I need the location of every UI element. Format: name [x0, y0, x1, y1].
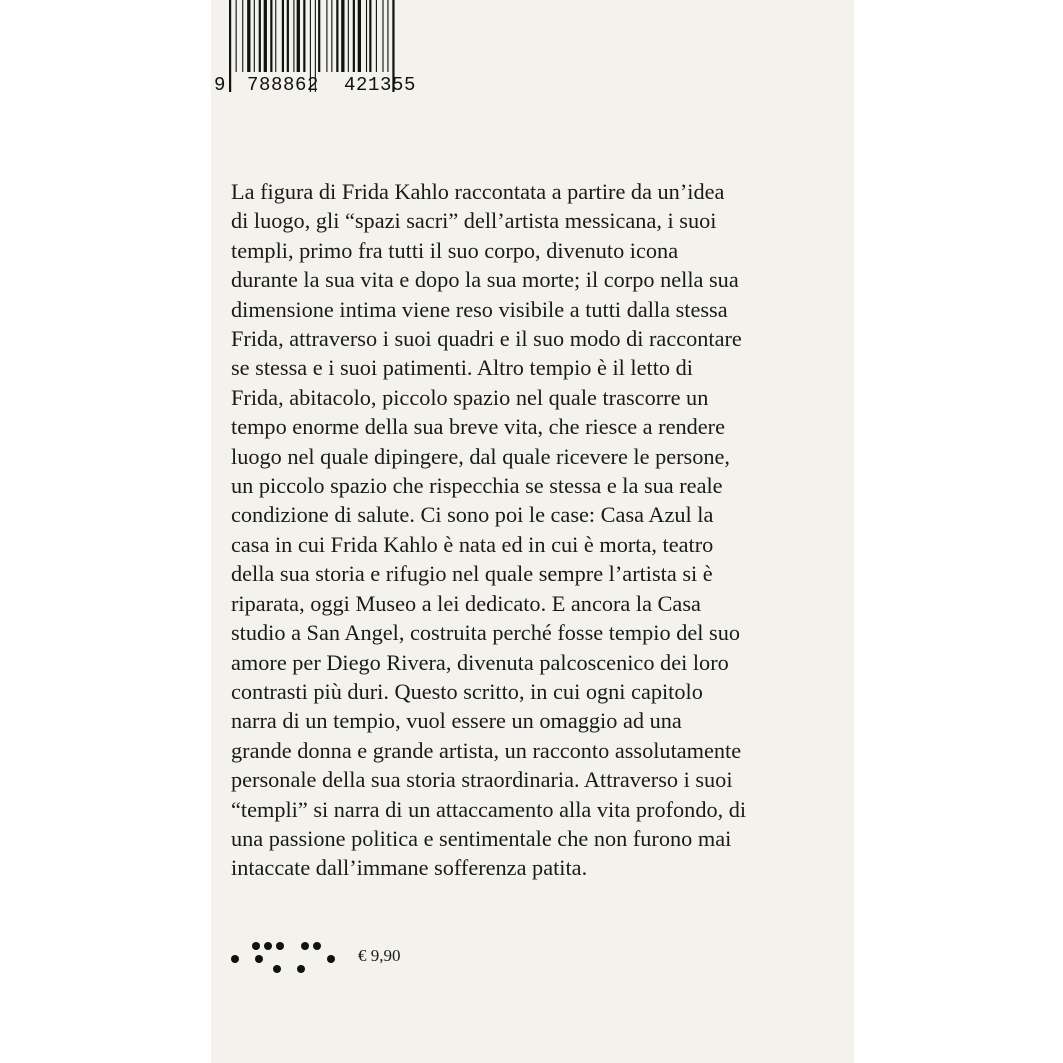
blurb-line: della sua storia e rifugio nel quale sempre l’artista si è — [231, 561, 713, 587]
barcode-bar — [264, 0, 267, 72]
barcode-bar — [366, 0, 367, 72]
blurb-line: grande donna e grande artista, un racconto assolutamente — [231, 737, 742, 763]
barcode-bar — [275, 0, 276, 72]
barcode-bar — [326, 0, 327, 72]
barcode-bar — [297, 0, 300, 72]
barcode-bar — [336, 0, 338, 72]
barcode-bar — [369, 0, 371, 72]
blurb-line: un piccolo spazio che rispecchia se stessa e la sua reale — [231, 473, 723, 499]
blurb-line: se stessa e i suoi patimenti. Altro tempio è il letto di — [231, 355, 693, 381]
barcode-bar — [331, 0, 332, 72]
barcode-bar — [242, 0, 243, 72]
barcode-bar — [387, 0, 388, 72]
blurb-line: dimensione intima viene reso visibile a tutti dalla stessa — [231, 296, 728, 322]
blurb-line: condizione di salute. Ci sono poi le case: Casa Azul la — [231, 502, 714, 528]
blurb-line: “templi” si narra di un attaccamento alla vita profondo, di — [231, 796, 747, 822]
blurb-line: luogo nel quale dipingere, dal quale ricevere le persone, — [231, 443, 730, 469]
barcode-bar — [376, 0, 377, 72]
barcode-bar — [303, 0, 305, 72]
blurb-line: La figura di Frida Kahlo raccontata a partire da un’idea — [231, 179, 725, 204]
blurb-line: di luogo, gli “spazi sacri” dell’artista messicana, i suoi — [231, 208, 717, 234]
dots-logo-icon — [229, 938, 349, 980]
barcode-bar — [254, 0, 255, 72]
blurb-line: personale della sua storia straordinaria. Attraverso i suoi — [231, 767, 733, 793]
blurb-line: Frida, abitacolo, piccolo spazio nel quale trascorre un — [231, 384, 709, 410]
blurb-line: intaccate dall’immane sofferenza patita. — [231, 855, 588, 881]
barcode-bar — [287, 0, 289, 72]
blurb-line: contrasti più duri. Questo scritto, in cui ogni capitolo — [231, 678, 703, 704]
blurb-line: una passione politica e sentimentale che non furono mai — [231, 825, 732, 851]
book-back-cover — [211, 0, 854, 1063]
barcode-bar — [341, 0, 344, 72]
isbn-barcode — [211, 0, 436, 100]
price-label: € 9,90 — [358, 946, 401, 965]
barcode-right-digits: 421355 — [344, 74, 417, 96]
barcode-bar — [259, 0, 261, 72]
barcode-bar — [293, 0, 294, 72]
barcode-first-digit: 9 — [214, 74, 226, 96]
barcode-bar — [358, 0, 361, 72]
blurb-line: narra di un tempio, vuol essere un omaggio ad una — [231, 708, 682, 734]
back-cover-blurb — [231, 177, 771, 883]
blurb-line: Frida, attraverso i suoi quadri e il suo modo di raccontare — [231, 326, 742, 352]
barcode-bar — [348, 0, 349, 72]
blurb-line: templi, primo fra tutti il suo corpo, divenuto icona — [231, 237, 679, 263]
blurb-line: riparata, oggi Museo a lei dedicato. E ancora la Casa — [231, 590, 701, 616]
barcode-bar — [382, 0, 383, 72]
barcode-left-digits: 788862 — [247, 74, 320, 96]
blurb-line: amore per Diego Rivera, divenuta palcoscenico dei loro — [231, 649, 729, 675]
blurb-line: durante la sua vita e dopo la sua morte; il corpo nella sua — [231, 267, 739, 293]
barcode-bar — [247, 0, 250, 72]
blurb-line: casa in cui Frida Kahlo è nata ed in cui è morta, teatro — [231, 531, 714, 557]
barcode-bar — [236, 0, 237, 72]
barcode-bar — [282, 0, 284, 72]
barcode-bar — [353, 0, 355, 72]
barcode-bar — [229, 0, 231, 92]
blurb-line: tempo enorme della sua breve vita, che riesce a rendere — [231, 414, 725, 440]
blurb-line: studio a San Angel, costruita perché fosse tempio del suo — [231, 620, 741, 646]
barcode-bar — [318, 0, 320, 72]
barcode-bar — [270, 0, 272, 72]
